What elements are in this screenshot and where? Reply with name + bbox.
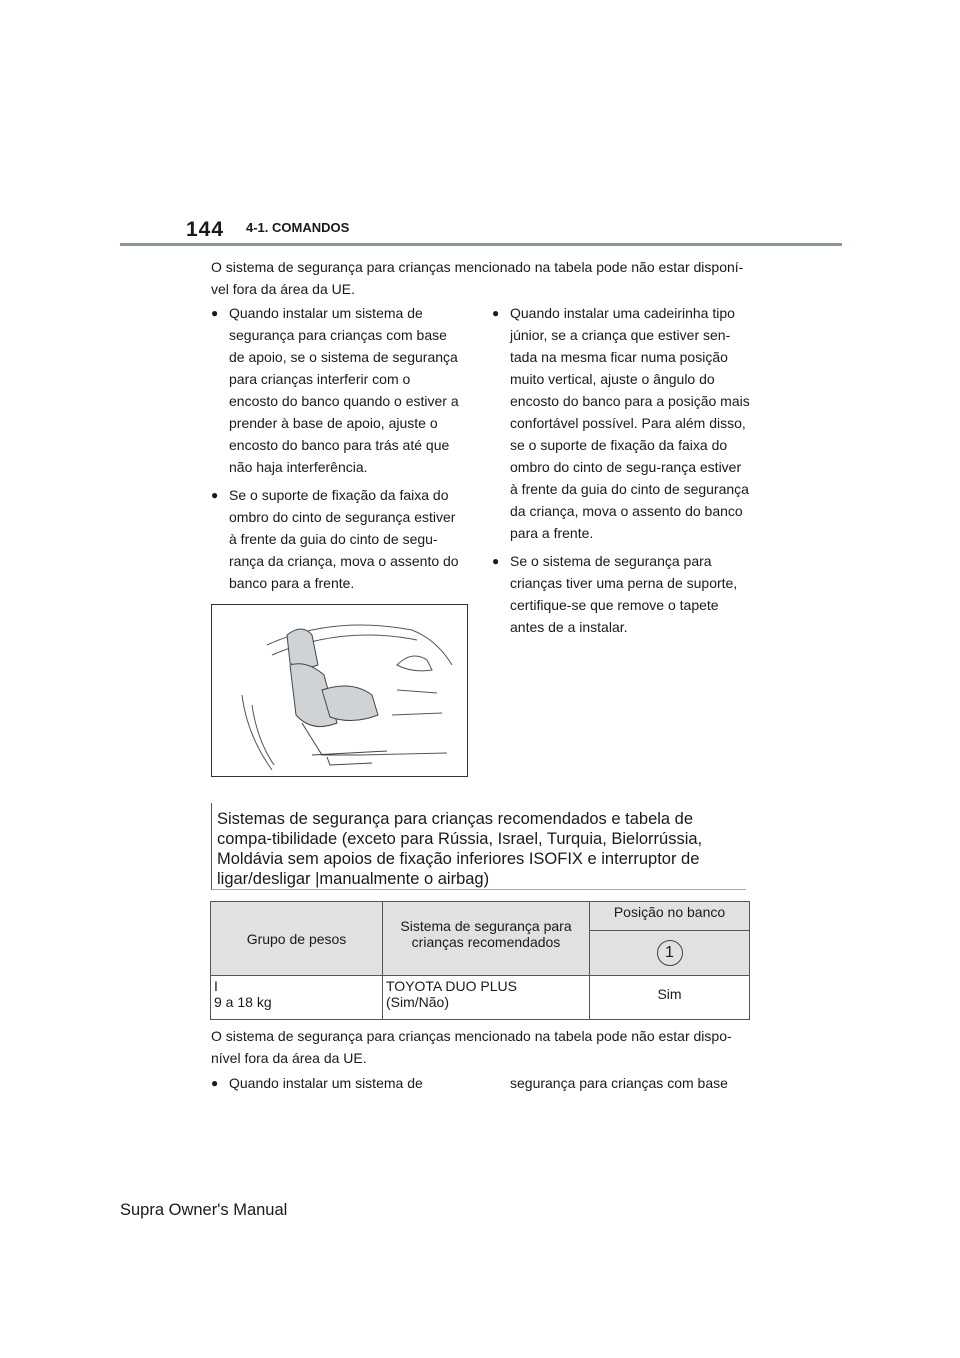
weight-group-cell [211, 976, 383, 1020]
weight-range: 9 a 18 kg [214, 994, 272, 1010]
list-item: ● Quando instalar um sistema de [211, 1072, 471, 1094]
page-number: 144 [186, 218, 225, 241]
car-seat-drawing [212, 605, 467, 776]
system-name: TOYOTA DUO PLUS [386, 978, 517, 994]
outro-paragraph [211, 1025, 751, 1069]
group-label: I [214, 978, 218, 994]
intro-line: O sistema de segurança para crianças mencionado na tabela pode não estar disponí- [211, 259, 744, 275]
footer-manual-title: Supra Owner's Manual [120, 1201, 288, 1219]
bottom-bullet-list [211, 1072, 471, 1100]
header-recommended-systems: Sistema de segurança para crianças recomendados [383, 902, 590, 976]
list-item: ● Quando instalar um sistema de segurança para crianças com base de apoio, se o sistema de segurança para crianças interferir com o encosto do banco quando o estiver a prender à base de apoio, ajuste o encosto do banco para trás até que não haja interferência. [211, 302, 463, 478]
compatibility-table [210, 901, 750, 1020]
left-bullet-list [211, 302, 463, 600]
header-weight-group: Grupo de pesos [211, 902, 383, 976]
system-note: (Sim/Não) [386, 994, 450, 1010]
table-heading: Sistemas de segurança para crianças recomendados e tabela de compa-tibilidade (exceto para Rússia, Israel, Turquia, Bielorrússia, Moldávia sem apoios de fixação inferiores ISOFIX e interruptor de ligar/desligar |manualmente o airbag) [217, 810, 703, 888]
list-item: ● Quando instalar uma cadeirinha tipo júnior, se a criança que estiver sen-tada na mesma ficar numa posição muito vertical, ajuste o ângulo do encosto do banco para a posição mais confortável possível. Para além disso, se o suporte de fixação da faixa do ombro do cinto de segu-rança estiver à frente da guia do cinto de segurança da criança, mova o assento do banco para a frente. [492, 302, 750, 544]
section-title: 4-1. COMANDOS [246, 220, 350, 235]
outro-line: nível fora da área da UE. [211, 1050, 367, 1066]
intro-paragraph [211, 256, 751, 300]
system-cell [383, 976, 590, 1020]
seat-position-cell [590, 931, 750, 976]
list-item: ● Se o suporte de fixação da faixa do ombro do cinto de segurança estiver à frente da guia do cinto de segu-rança da criança, mova o assento do banco para a frente. [211, 484, 463, 594]
compatibility-value: Sim [590, 976, 750, 1020]
list-item: ● Se o sistema de segurança para crianças tiver uma perna de suporte, certifique-se que remove o tapete antes de a instalar. [492, 550, 750, 638]
table-heading-box [211, 803, 746, 890]
bottom-continuation: segurança para crianças com base [510, 1075, 728, 1091]
header-seat-position: Posição no banco [590, 902, 750, 931]
header-rule [120, 243, 842, 246]
outro-line: O sistema de segurança para crianças mencionado na tabela pode não estar dispo- [211, 1028, 732, 1044]
intro-line: vel fora da área da UE. [211, 281, 355, 297]
position-1-marker: 1 [657, 940, 683, 966]
child-seat-illustration [211, 604, 468, 777]
right-bullet-list [492, 302, 750, 644]
